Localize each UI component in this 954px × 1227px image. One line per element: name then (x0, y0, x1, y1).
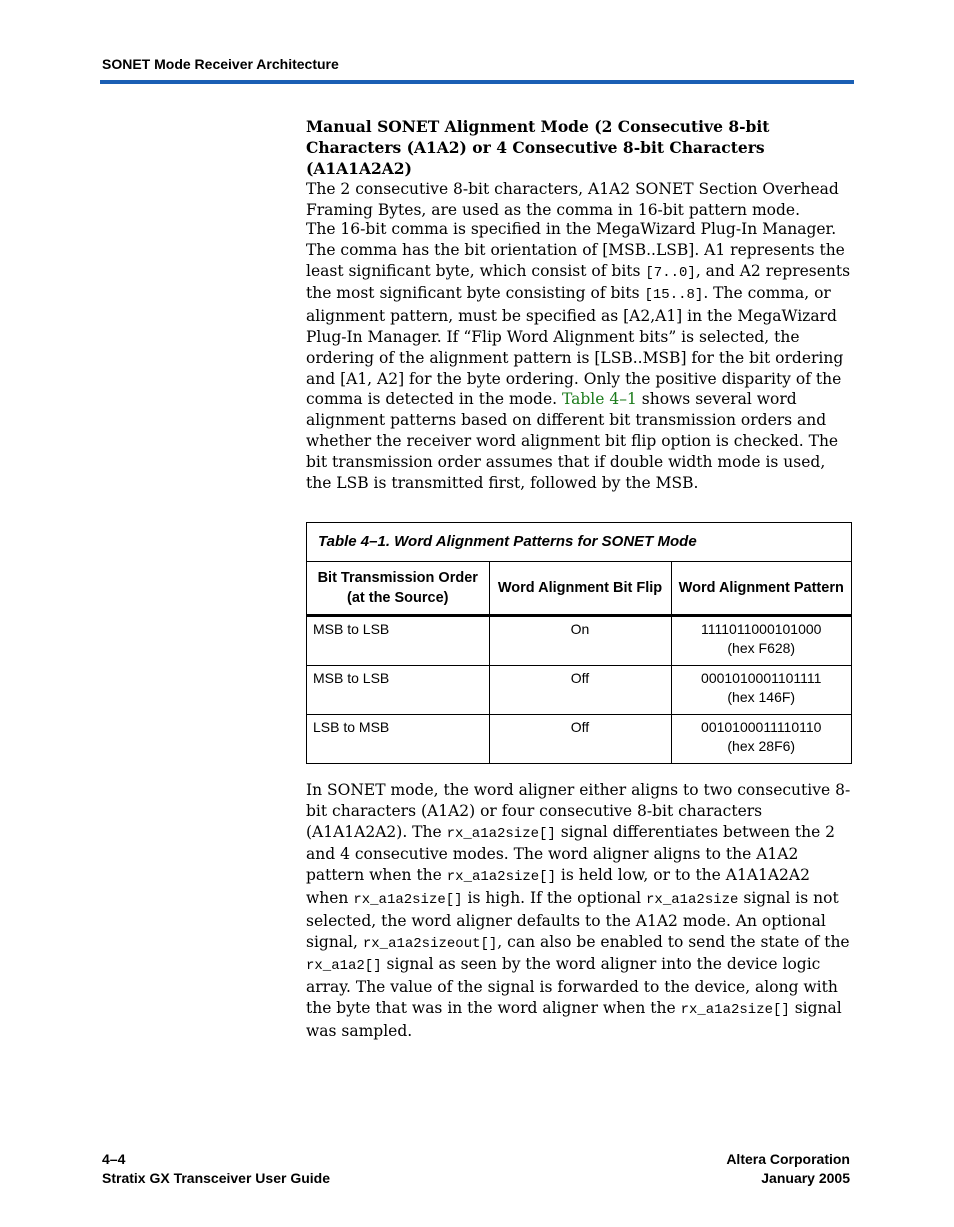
cell-pattern (671, 715, 851, 764)
guide-title: Stratix GX Transceiver User Guide (102, 1170, 330, 1186)
cell-bit-order: MSB to LSB (307, 666, 489, 715)
cell-bit-order: MSB to LSB (307, 616, 489, 666)
cell-bit-flip: On (489, 616, 671, 666)
paragraph-text: . The comma, or alignment pattern, must be specified as [A2,A1] in the MegaWizard Plug-In Manager. If “Flip Word Alignment bits” is selected, the ordering of the alignment pattern is [LSB..MSB] for the bit ordering and [A1, A2] for the byte ordering. Only the positive disparity of the comma is detected in the mode. (306, 284, 844, 409)
pattern-binary: 0001010001101111 (701, 670, 822, 686)
section-intro-paragraph: The 2 consecutive 8-bit characters, A1A2 SONET Section Overhead Framing Bytes, are used as the comma in 16-bit pattern mode. (306, 180, 839, 220)
pattern-hex: (hex F628) (727, 640, 796, 656)
column-header-bit-order: Bit Transmission Order (at the Source) (307, 562, 489, 616)
company-name: Altera Corporation (726, 1151, 850, 1167)
paragraph-text: shows several word alignment patterns based on different bit transmission orders and whether the receiver word alignment bit flip option is checked. The bit transmission order assumes that if double width mode is used, the LSB is transmitted first, followed by the MSB. (306, 390, 839, 492)
page-number: 4–4 (102, 1151, 126, 1167)
paragraph-text: , can also be enabled to send the state of the (497, 932, 850, 951)
paragraph-text: signal was sampled. (306, 998, 842, 1040)
paragraph-text: signal differentiates between the 2 and 4 consecutive modes. The word aligner aligns to the A1A2 pattern when the (306, 822, 836, 885)
pattern-binary: 1111011000101000 (701, 621, 822, 637)
code-signal: rx_a1a2size[] (353, 891, 463, 908)
header-rule (100, 80, 854, 84)
footer-right (726, 1150, 850, 1188)
paragraph-text: signal as seen by the word aligner into the device logic array. The value of the signal is forwarded to the device, along with the byte that was in the word aligner when the (306, 955, 838, 1017)
cell-pattern (671, 666, 851, 715)
code-signal: rx_a1a2size (646, 891, 739, 908)
running-header: SONET Mode Receiver Architecture (102, 56, 339, 72)
table-4-1-link[interactable]: Table 4–1 (562, 390, 637, 409)
pattern-hex: (hex 146F) (727, 689, 796, 705)
code-signal: rx_a1a2size[] (680, 1001, 790, 1018)
code-signal: rx_a1a2sizeout[] (362, 935, 498, 952)
pattern-binary: 0010100011110110 (701, 719, 822, 735)
cell-bit-flip: Off (489, 715, 671, 764)
word-alignment-table (306, 522, 852, 764)
column-header-pattern: Word Alignment Pattern (671, 562, 851, 616)
section-heading: Manual SONET Alignment Mode (2 Consecutive 8-bit Characters (A1A2) or 4 Consecutive 8-bit Characters (A1A1A2A2) (306, 117, 770, 178)
code-signal: rx_a1a2size[] (446, 869, 556, 886)
paragraph-text: is held low, or to the A1A1A2A2 when (306, 866, 810, 907)
column-header-bit-flip: Word Alignment Bit Flip (489, 562, 671, 616)
paragraph-text: , and A2 represents the most significant byte consisting of bits (306, 261, 851, 303)
comma-description-paragraph (306, 219, 854, 493)
cell-pattern (671, 616, 851, 666)
pattern-hex: (hex 28F6) (727, 738, 796, 754)
code-bits-7-0: [7..0] (645, 264, 696, 281)
table-row (307, 666, 851, 715)
paragraph-text: is high. If the optional (462, 888, 647, 907)
paragraph-text: In SONET mode, the word aligner either aligns to two consecutive 8-bit characters (A1A2) or four consecutive 8-bit characters (A1A1A2A2). The (306, 781, 851, 841)
publication-date: January 2005 (761, 1170, 850, 1186)
cell-bit-order: LSB to MSB (307, 715, 489, 764)
section-manual-sonet-alignment (306, 117, 854, 221)
sonet-mode-paragraph (306, 780, 854, 1042)
paragraph-text: signal is not selected, the word aligner defaults to the A1A2 mode. An optional signal, (306, 888, 839, 951)
paragraph-text: The 16-bit comma is specified in the MegaWizard Plug-In Manager. The comma has the bit orientation of [MSB..LSB]. A1 represents the least significant byte, which consist of bits (306, 220, 845, 280)
table-caption: Table 4–1. Word Alignment Patterns for SONET Mode (307, 523, 851, 562)
table-row (307, 715, 851, 764)
table-row (307, 616, 851, 666)
code-signal: rx_a1a2[] (306, 958, 382, 975)
code-bits-15-8: [15..8] (644, 287, 704, 304)
cell-bit-flip: Off (489, 666, 671, 715)
footer-left (102, 1150, 330, 1188)
code-signal: rx_a1a2size[] (446, 825, 556, 842)
